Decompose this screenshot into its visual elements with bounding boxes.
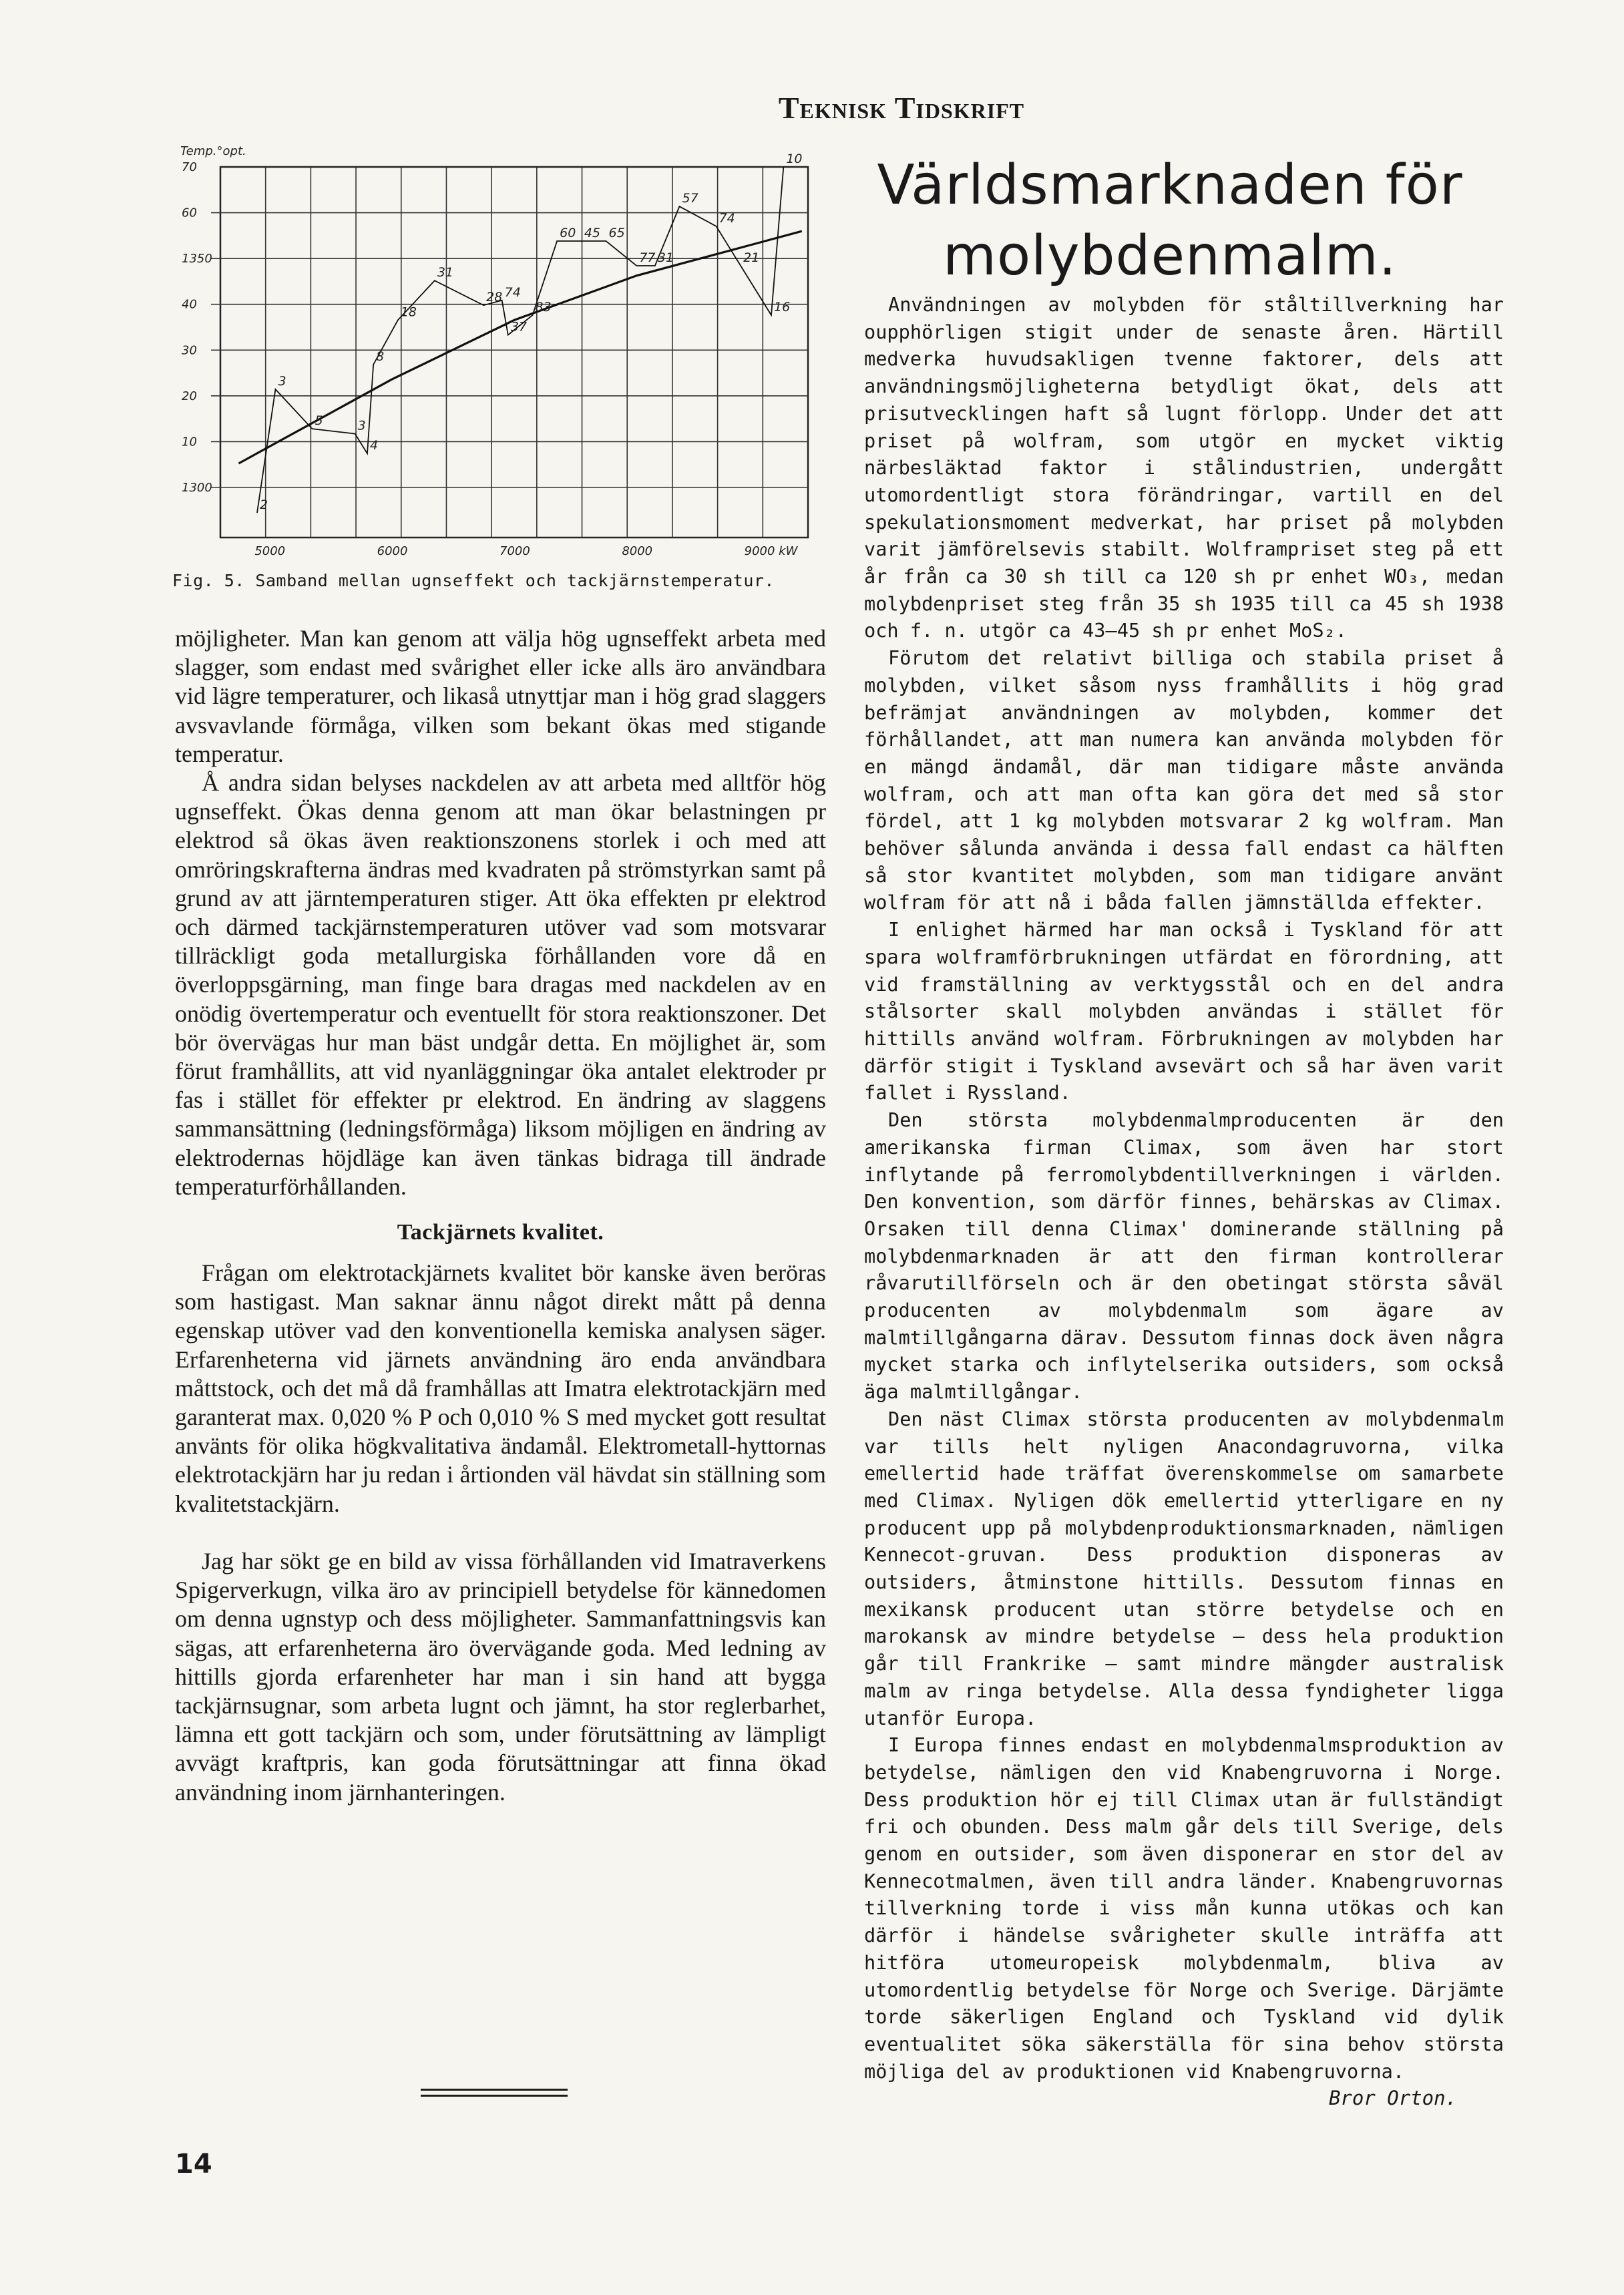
data-point-label: 83: [535, 300, 552, 315]
closing-rule: [421, 2095, 568, 2097]
x-tick-label: 8000: [622, 544, 653, 558]
y-tick-label: 1300: [182, 481, 212, 495]
data-point-label: 77: [639, 250, 656, 265]
y-tick-label: 10: [182, 435, 197, 449]
left-column: [175, 624, 826, 1807]
data-point-label: 16: [774, 300, 791, 315]
data-point-label: 31: [437, 265, 454, 280]
data-point-label: 3: [278, 374, 286, 389]
x-tick-label: 6000: [377, 544, 408, 558]
journal-header: Teknisk Tidskrift: [778, 91, 1025, 125]
data-point-label: 10: [786, 152, 803, 166]
article-title: [849, 150, 1490, 292]
y-tick-label: 1350: [182, 252, 212, 266]
data-point-label: 45: [584, 226, 601, 240]
y-tick-label: 40: [182, 297, 197, 312]
x-tick-label: 5000: [254, 544, 286, 558]
data-point-label: 5: [315, 413, 323, 429]
section-heading: Tackjärnets kvalitet.: [397, 1220, 604, 1245]
data-point-label: 8: [376, 349, 385, 364]
article-paragraph: I Europa finnes endast en molybdenmalmsproduktion av betydelse, nämligen den vid Knabengruvorna i Norge. Dess produktion hör ej till Climax utan är fullständigt fri och obunden. Dess malm går dels till Sverige, dels genom en outsider, som även disponerar en stor del av Kennecotmalmen, även till andra länder. Knabengruvornas tillverkning torde i viss mån kunna utökas och kan därför i händelse svårigheter skulle inträffa att hitföra utomeuropeisk molybdenmalm, bliva av utomordentlig betydelse för Norge och Sverige. Därjämte torde säkerligen England och Tyskland vid dylik eventualitet söka säkerställa för sina behov största möjliga del av produktionen vid Knabengruvorna.: [864, 1733, 1504, 2083]
x-tick-label: 9000 kW: [744, 544, 798, 558]
data-point-label: 28: [486, 290, 503, 305]
data-point-label: 74: [719, 210, 735, 226]
y-axis-label: Temp.°opt.: [180, 144, 246, 158]
data-point-label: 21: [743, 250, 760, 265]
y-tick-label: 20: [182, 389, 197, 403]
article-paragraph: Den största molybdenmalmproducenten är den amerikanska firman Climax, som även har stort inflytande på ferromolybdentillverkningen i världen. Den konvention, som därför finnes, behärskas av Climax. Orsaken till denna Climax' dominerande ställning på molybdenmarknaden är att den firman kontrollerar råvarutillförseln och är den obetingat största såväl producenten av molybdenmalm som ägare av malmtillgångarna därav. Dessutom finnas dock även några mycket starka och inflytelserika outsiders, som också äga malmtillgångar.: [864, 1108, 1504, 1404]
author-signature: Bror Orton.: [1328, 2087, 1457, 2110]
data-point-label: 2: [260, 497, 268, 512]
body-paragraph: Frågan om elektrotackjärnets kvalitet bör kanske även beröras som hastigast. Man saknar ännu något direkt mått på denna egenskap utöver vad den konventionella kemiska analysen säger. Erfarenheterna vid järnets användning äro enda användbara måttstock, och det må då framhållas att Imatra elektrotackjärn med garanterat max. 0,020 % P och 0,010 % S med mycket gott resultat använts för olika högkvalitativa ändamål. Elektrometall-hyttornas elektrotackjärn har ju redan i årtionden väl hävdat sin ställning som kvalitetstackjärn.: [175, 1259, 826, 1517]
chart-svg: [154, 137, 828, 571]
data-point-label: 60: [560, 226, 576, 240]
data-point-label: 3: [357, 418, 366, 433]
measured-line: [257, 167, 783, 513]
body-paragraph: Å andra sidan belyses nackdelen av att arbeta med alltför hög ugnseffekt. Ökas denna genom att man ökar belastningen pr elektrod så ökas även reaktionszonens storlek i och med att omröringskrafterna ändras med kvadraten på strömstyrkan samt på grund av att järntemperaturen stiger. Att öka effekten pr elektrod och därmed tackjärnstemperaturen utöver vad som motsvarar tillräckligt goda metallurgiska förhållanden vore då en överloppsgärning, man finge bara dragas med nackdelen av en onödig övertemperatur och eventuellt för stora reaktionszoner. Det bör övervägas hur man bäst undgår detta. En möjlighet är, som förut framhållits, att vid nyanläggningar öka antalet elektroder pr fas i stället för effekter pr elektrod. En ändring av slaggens sammansättning (ledningsförmåga) liksom möjligen en ändring av elektrodernas höjdläge kan även tänkas bidraga till ändrade temperaturförhållanden.: [175, 769, 826, 1200]
data-point-label: 37: [510, 319, 528, 335]
y-tick-label: 60: [182, 206, 197, 220]
body-paragraph: möjligheter. Man kan genom att välja hög ugnseffekt arbeta med slagger, som endast med svårighet eller icke alls äro användbara vid lägre temperaturer, och likaså utnyttjar man i hög grad slaggers avsvavlande förmåga, vilken som bekant ökas med stigande temperatur.: [175, 625, 826, 767]
data-point-label: 18: [400, 304, 417, 320]
data-point-label: 4: [370, 438, 379, 453]
article-paragraph: I enlighet härmed har man också i Tyskland för att spara wolframförbrukningen utfärdat en förordning, att vid framställning av verktygsstål och en del andra stålsorter skall molybden användas i stället för hittills använd wolfram. Förbrukningen av molybden har därför stigit i Tyskland avsevärt och så har även varit fallet i Ryssland.: [864, 918, 1504, 1104]
data-point-label: 65: [608, 226, 625, 240]
article-paragraph: Användningen av molybden för ståltillverkning har oupphörligen stigit under de senaste åren. Härtill medverka huvudsakligen tvenne faktorer, dels att användningsmöjligheterna betydligt ökat, dels att prisutvecklingen haft så lugnt förlopp. Under det att priset på wolfram, som utgör en mycket viktig närbesläktad faktor i stålindustrien, undergått utomordentligt stora förändringar, vartill en del spekulationsmoment medverkat, har priset på molybden varit jämförelsevis stabilt. Wolframpriset steg på ett år från ca 30 sh till ca 120 sh pr enhet WO₃, medan molybdenpriset steg från 35 sh 1935 till ca 45 sh 1938 och f. n. utgör ca 43—45 sh pr enhet MoS₂.: [864, 293, 1504, 642]
figure-chart: [154, 137, 828, 571]
data-point-label: 31: [657, 250, 674, 265]
article-title-line1: Världsmarknaden för: [877, 154, 1463, 217]
right-column: [864, 291, 1504, 2111]
x-tick-label: 7000: [499, 544, 530, 558]
body-paragraph: Jag har sökt ge en bild av vissa förhållanden vid Imatraverkens Spigerverkugn, vilka äro av principiell betydelse för kännedomen om denna ugnstyp och dess möjligheter. Sammanfattningsvis kan sägas, att erfarenheterna äro övervägande goda. Med ledning av hittills gjorda erfarenheter har man i sin hand att bygga tackjärnsugnar, som arbeta lugnt och jämnt, ha stor reglerbarhet, lämna ett gott tackjärn och som, under förutsättning av lämpligt avvägt kraftpris, kan goda förutsättningar att finna ökad användning inom järnhanteringen.: [175, 1547, 826, 1806]
y-tick-label: 30: [182, 343, 197, 358]
figure-caption: Fig. 5. Samband mellan ugnseffekt och tackjärnstemperatur.: [172, 571, 775, 590]
article-paragraph: Förutom det relativt billiga och stabila priset å molybden, vilket såsom nyss framhållits i hög grad befrämjat användningen av molybden, kommer det förhållandet, att man numera kan använda molybden för en mängd ändamål, där man tidigare måste använda wolfram, och att man ofta kan göra det med så stor fördel, att 1 kg molybden motsvarar 2 kg wolfram. Man behöver sålunda använda i dessa fall endast ca hälften så stor kvantitet molybden, som man tidigare använt wolfram för att nå i båda fallen jämnställda effekter.: [864, 646, 1504, 914]
page-number: 14: [175, 2149, 212, 2179]
closing-rule: [421, 2089, 568, 2091]
article-title-line2: molybdenmalm.: [943, 224, 1397, 288]
data-point-label: 74: [504, 284, 521, 300]
y-tick-label: 70: [182, 160, 197, 174]
data-point-label: 57: [682, 191, 698, 206]
article-paragraph: Den näst Climax största producenten av molybdenmalm var tills helt nyligen Anacondagruvorna, vilka emellertid hade träffat överenskommelse om samarbete med Climax. Nyligen dök emellertid ytterligare en ny producent upp på molybdenproduktionsmarknaden, nämligen Kennecot-gruvan. Dess produktion disponeras av outsiders, åtminstone hittills. Dessutom finnas en mexikansk producent utan större betydelse och en marokansk av mindre betydelse — dess hela produktion går till Frankrike — samt mindre mängder australisk malm av ringa betydelse. Alla dessa fyndigheter ligga utanför Europa.: [864, 1407, 1504, 1729]
